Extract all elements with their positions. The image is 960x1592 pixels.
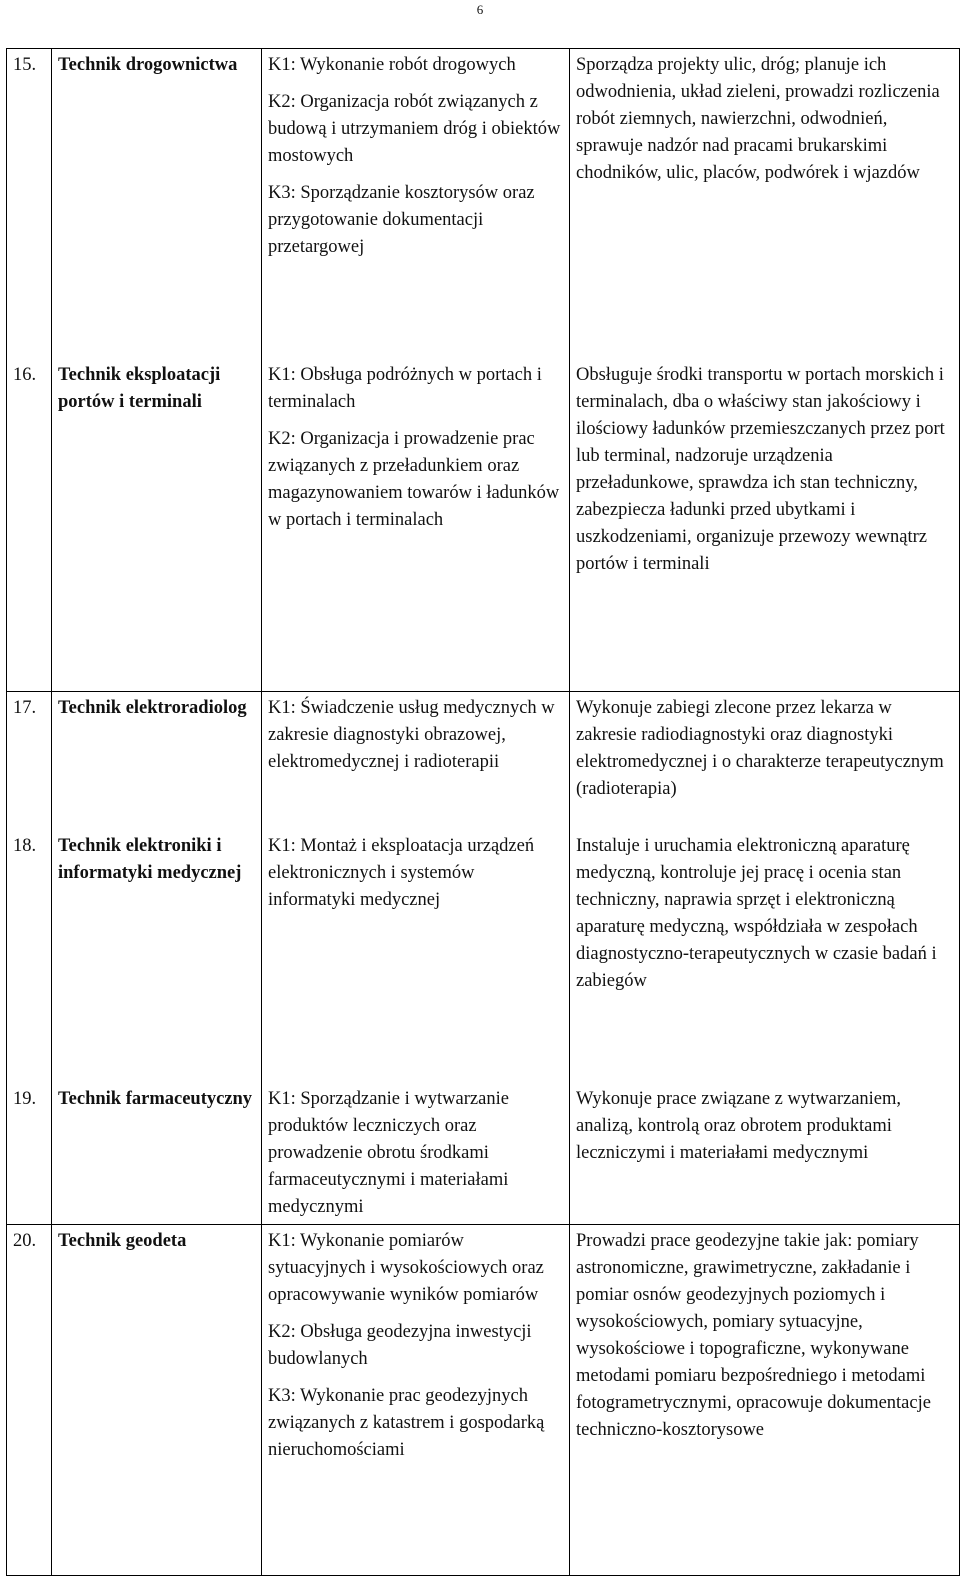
competencies-cell [262,692,570,831]
description-cell: Prowadzi prace geodezyjne takie jak: pomiary astronomiczne, grawimetryczne, zakładanie i pomiar osnów geodezyjnych poziomych i wysokościowych, pomiary sytuacyjne, wysokościowe i topograficzne, wykonywane metodami pomiaru bezpośredniego i metodami fotogrametrycznymi, opracowuje dokumentacje techniczno-kosztorysowe [570,1225,960,1576]
competency-item: K1: Wykonanie robót drogowych [268,55,516,75]
profession-name: Technik elektroradiolog [52,692,262,831]
competency-item: K2: Obsługa geodezyjna inwestycji budowlanych [268,1322,532,1369]
row-number: 19. [7,1083,52,1225]
competencies-cell [262,1083,570,1225]
row-number: 17. [7,692,52,831]
competency-item: K1: Montaż i eksploatacja urządzeń elektronicznych i systemów informatyki medycznej [268,836,535,910]
competencies-cell [262,830,570,1083]
description-cell: Obsługuje środki transportu w portach morskich i terminalach, dba o właściwy stan jakościowy i ilościowy ładunków przemieszczanych przez port lub terminal, nadzoruje urządzenia przeładunkowe, sprawdza ich stan techniczny, zabezpiecza ładunki przed ubytkami i uszkodzeniami, organizuje przewozy wewnątrz portów i terminali [570,359,960,692]
competency-item: K1: Obsługa podróżnych w portach i terminalach [268,365,542,412]
competencies-cell [262,359,570,692]
table-row [7,1083,960,1225]
table-row [7,830,960,1083]
competency-item: K1: Sporządzanie i wytwarzanie produktów leczniczych oraz prowadzenie obrotu środkami farmaceutycznymi i materiałami medycznymi [268,1089,509,1217]
competency-item: K1: Wykonanie pomiarów sytuacyjnych i wysokościowych oraz opracowywanie wyników pomiarów [268,1231,544,1305]
row-number: 15. [7,49,52,360]
description-cell: Wykonuje prace związane z wytwarzaniem, analizą, kontrolą oraz obrotem produktami leczniczymi i materiałami medycznymi [570,1083,960,1225]
table-row [7,692,960,831]
competency-item: K2: Organizacja robót związanych z budową i utrzymaniem dróg i obiektów mostowych [268,92,561,166]
profession-name: Technik eksploatacji portów i terminali [52,359,262,692]
profession-name: Technik farmaceutyczny [52,1083,262,1225]
table-row [7,49,960,360]
professions-table [6,48,960,1576]
competency-item: K3: Sporządzanie kosztorysów oraz przygotowanie dokumentacji przetargowej [268,183,535,257]
competencies-cell [262,49,570,360]
profession-name: Technik geodeta [52,1225,262,1576]
page-number: 6 [476,2,484,17]
table-row [7,359,960,692]
profession-name: Technik drogownictwa [52,49,262,360]
description-cell: Wykonuje zabiegi zlecone przez lekarza w zakresie radiodiagnostyki oraz diagnostyki elektromedycznej i o charakterze terapeutycznym (radioterapia) [570,692,960,831]
competency-item: K3: Wykonanie prac geodezyjnych związanych z katastrem i gospodarką nieruchomościami [268,1386,545,1460]
competencies-cell [262,1225,570,1576]
row-number: 18. [7,830,52,1083]
table-row [7,1225,960,1576]
competency-item: K1: Świadczenie usług medycznych w zakresie diagnostyki obrazowej, elektromedycznej i radioterapii [268,698,555,772]
description-cell: Sporządza projekty ulic, dróg; planuje ich odwodnienia, układ zieleni, prowadzi rozliczenia robót ziemnych, nawierzchni, odwodnień, sprawuje nadzór nad pracami brukarskimi chodników, ulic, placów, podwórek i wjazdów [570,49,960,360]
row-number: 16. [7,359,52,692]
profession-name: Technik elektroniki i informatyki medycznej [52,830,262,1083]
competency-item: K2: Organizacja i prowadzenie prac związanych z przeładunkiem oraz magazynowaniem towarów i ładunków w portach i terminalach [268,429,560,530]
description-cell: Instaluje i uruchamia elektroniczną aparaturę medyczną, kontroluje jej pracę i ocenia stan techniczny, naprawia sprzęt i elektroniczną aparaturę medyczną, współdziała w zespołach diagnostyczno-terapeutycznych w czasie badań i zabiegów [570,830,960,1083]
row-number: 20. [7,1225,52,1576]
